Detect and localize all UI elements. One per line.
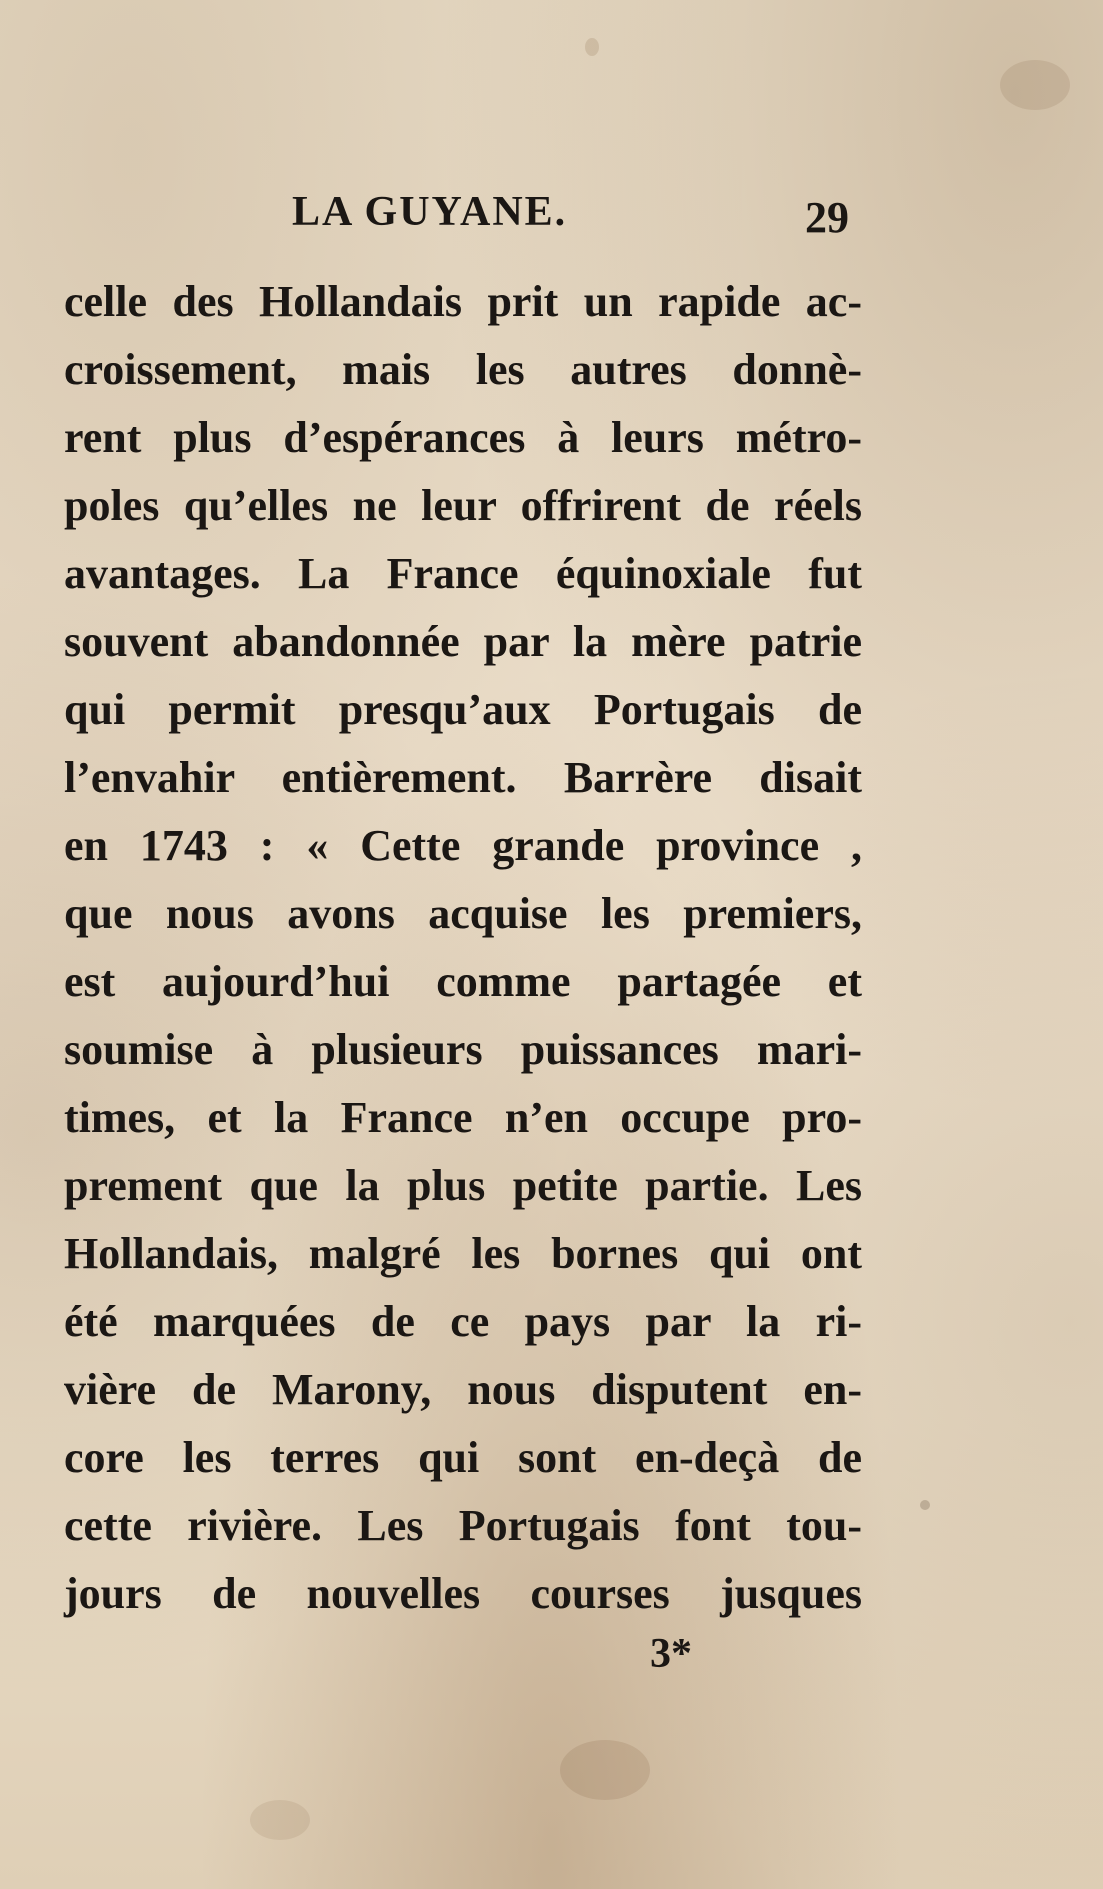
text-line: croissement, mais les autres donnè- (64, 345, 862, 394)
text-line: été marquées de ce pays par la ri- (64, 1297, 862, 1346)
text-line: l’envahir entièrement. Barrère disait (64, 753, 862, 802)
text-line: jours de nouvelles courses jusques (64, 1569, 862, 1618)
foxing-stain (250, 1800, 310, 1840)
foxing-stain (1000, 60, 1070, 110)
text-line: times, et la France n’en occupe pro- (64, 1093, 862, 1142)
text-line: cette rivière. Les Portugais font tou- (64, 1501, 862, 1550)
text-line: qui permit presqu’aux Portugais de (64, 685, 862, 734)
text-line: core les terres qui sont en-deçà de (64, 1433, 862, 1482)
text-line: soumise à plusieurs puissances mari- (64, 1025, 862, 1074)
text-line: en 1743 : « Cette grande province , (64, 821, 862, 870)
text-line: celle des Hollandais prit un rapide ac- (64, 277, 862, 326)
text-line: rent plus d’espérances à leurs métro- (64, 413, 862, 462)
text-line: poles qu’elles ne leur offrirent de réels (64, 481, 862, 530)
foxing-stain (920, 1500, 930, 1510)
text-line: que nous avons acquise les premiers, (64, 889, 862, 938)
text-line: est aujourd’hui comme partagée et (64, 957, 862, 1006)
running-title: LA GUYANE. (292, 189, 568, 235)
foxing-stain (560, 1740, 650, 1800)
page-number: 29 (805, 193, 849, 242)
text-line: prement que la plus petite partie. Les (64, 1161, 862, 1210)
text-line: vière de Marony, nous disputent en- (64, 1365, 862, 1414)
text-line: Hollandais, malgré les bornes qui ont (64, 1229, 862, 1278)
body-text (64, 268, 862, 1628)
text-line: avantages. La France équinoxiale fut (64, 549, 862, 598)
foxing-stain (585, 38, 599, 56)
text-line: souvent abandonnée par la mère patrie (64, 617, 862, 666)
signature-mark: 3* (650, 1631, 692, 1677)
page-header (0, 188, 1103, 248)
